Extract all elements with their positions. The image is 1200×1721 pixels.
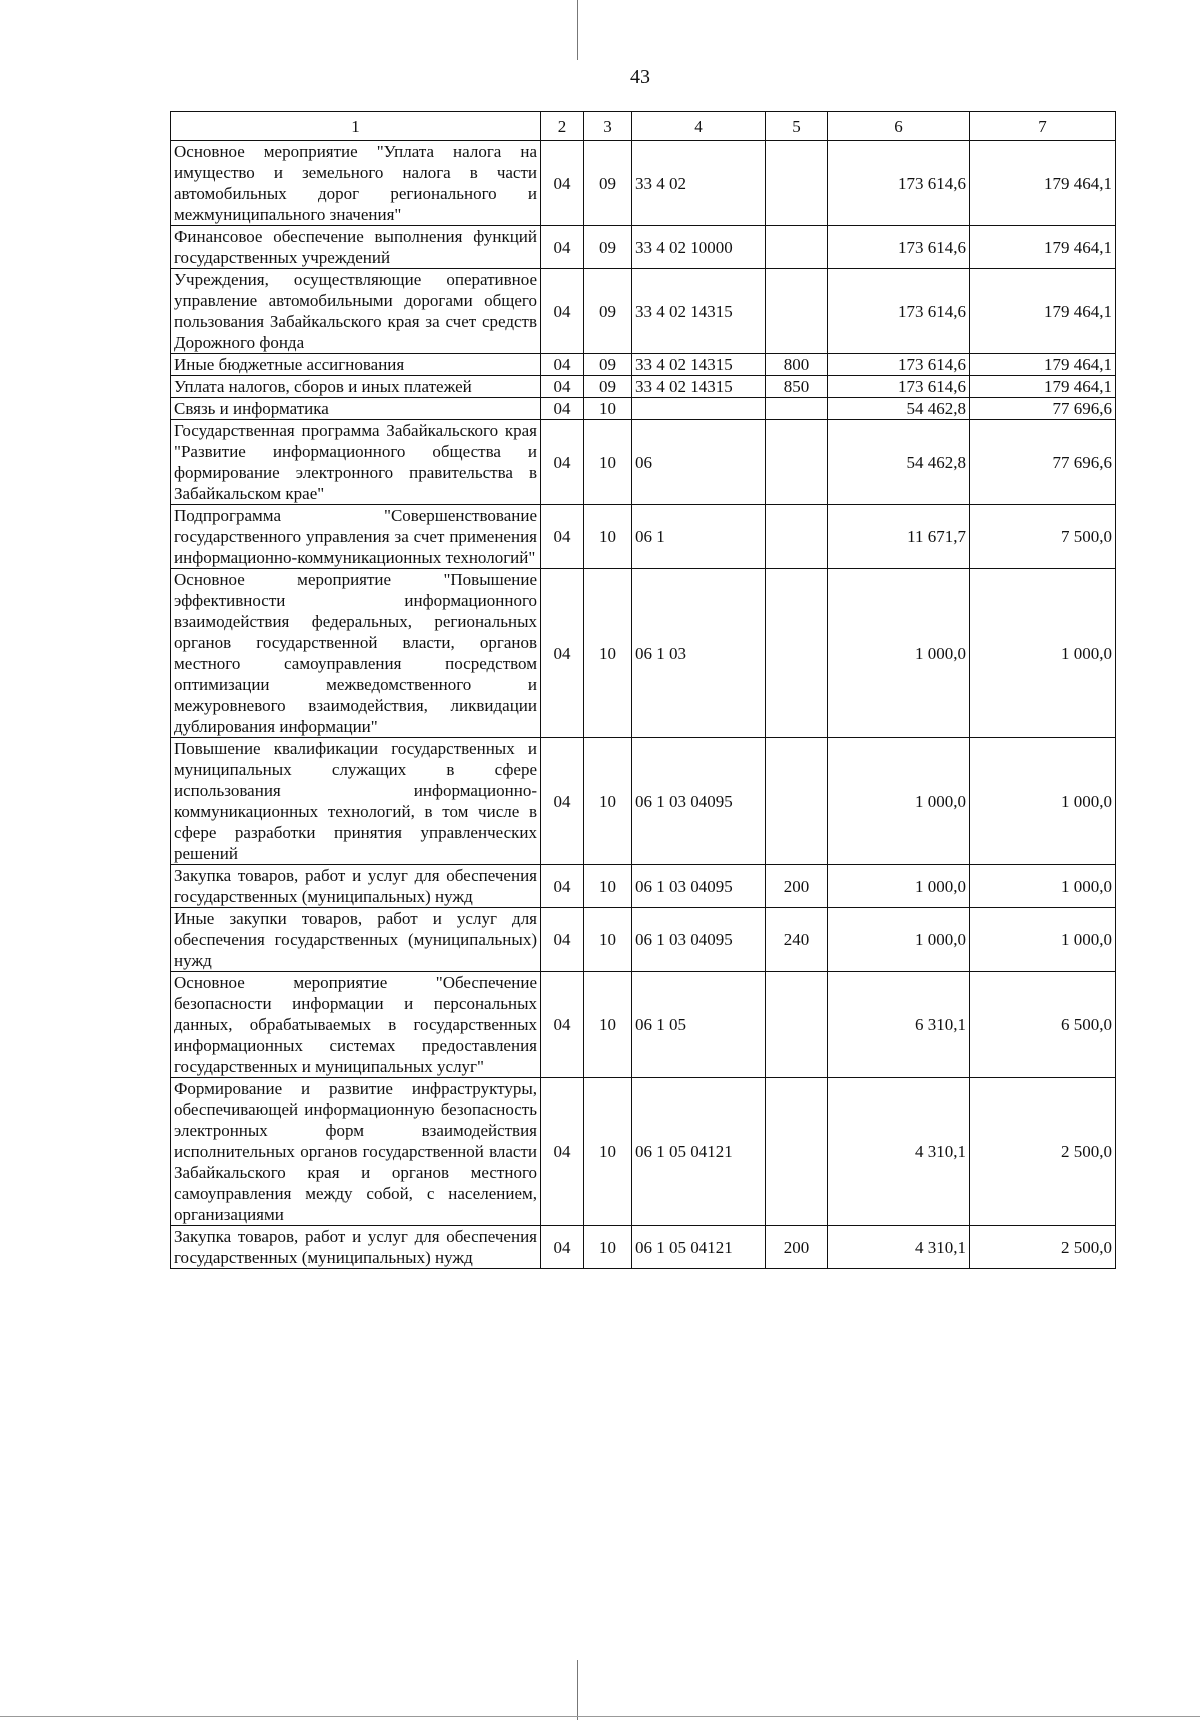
table-row [171, 354, 1116, 376]
row-name: Закупка товаров, работ и услуг для обеспечения государственных (муниципальных) нужд [171, 865, 541, 908]
row-name: Формирование и развитие инфраструктуры, обеспечивающей информационную безопасность электронных форм взаимодействия исполнительных органов государственной власти Забайкальского края и органов местного самоуправления между собой, с населением, организациями [171, 1078, 541, 1226]
row-amount-col6: 173 614,6 [828, 141, 970, 226]
row-expense-type [766, 738, 828, 865]
row-target-code: 06 1 05 04121 [632, 1078, 766, 1226]
row-subsection: 10 [584, 1078, 632, 1226]
row-section: 04 [541, 738, 584, 865]
column-header: 2 [541, 112, 584, 141]
row-section: 04 [541, 569, 584, 738]
row-amount-col6: 54 462,8 [828, 420, 970, 505]
page-number: 43 [630, 66, 650, 88]
table-row [171, 420, 1116, 505]
row-amount-col6: 11 671,7 [828, 505, 970, 569]
row-target-code: 06 1 [632, 505, 766, 569]
row-name: Связь и информатика [171, 398, 541, 420]
row-target-code: 33 4 02 14315 [632, 376, 766, 398]
row-subsection: 10 [584, 420, 632, 505]
row-name: Уплата налогов, сборов и иных платежей [171, 376, 541, 398]
row-section: 04 [541, 1078, 584, 1226]
row-name: Финансовое обеспечение выполнения функций государственных учреждений [171, 226, 541, 269]
row-section: 04 [541, 972, 584, 1078]
row-expense-type [766, 972, 828, 1078]
row-section: 04 [541, 1226, 584, 1269]
row-amount-col7: 77 696,6 [970, 420, 1116, 505]
budget-table [170, 111, 1116, 1269]
row-amount-col6: 173 614,6 [828, 354, 970, 376]
row-expense-type [766, 226, 828, 269]
table-row [171, 398, 1116, 420]
row-target-code: 06 1 03 [632, 569, 766, 738]
row-target-code: 06 1 03 04095 [632, 738, 766, 865]
row-subsection: 10 [584, 505, 632, 569]
row-section: 04 [541, 376, 584, 398]
row-section: 04 [541, 420, 584, 505]
row-subsection: 10 [584, 908, 632, 972]
scan-artifact-line [577, 1660, 578, 1720]
row-target-code: 06 1 05 [632, 972, 766, 1078]
row-section: 04 [541, 269, 584, 354]
table-row [171, 972, 1116, 1078]
row-name: Государственная программа Забайкальского края "Развитие информационного общества и формирование электронного правительства в Забайкальском крае" [171, 420, 541, 505]
row-amount-col7: 179 464,1 [970, 226, 1116, 269]
table-row [171, 269, 1116, 354]
row-subsection: 10 [584, 972, 632, 1078]
table-row [171, 141, 1116, 226]
row-target-code: 06 1 03 04095 [632, 865, 766, 908]
header-row [171, 112, 1116, 141]
row-amount-col6: 1 000,0 [828, 908, 970, 972]
table-row [171, 908, 1116, 972]
table-row [171, 505, 1116, 569]
row-section: 04 [541, 398, 584, 420]
table-row [171, 738, 1116, 865]
row-subsection: 09 [584, 354, 632, 376]
row-section: 04 [541, 226, 584, 269]
row-expense-type: 200 [766, 865, 828, 908]
row-target-code [632, 398, 766, 420]
row-subsection: 09 [584, 269, 632, 354]
row-amount-col6: 4 310,1 [828, 1078, 970, 1226]
row-amount-col7: 179 464,1 [970, 354, 1116, 376]
table-body [171, 141, 1116, 1269]
row-name: Основное мероприятие "Уплата налога на имущество и земельного налога в части автомобильных дорог регионального и межмуниципального значения" [171, 141, 541, 226]
row-expense-type [766, 1078, 828, 1226]
row-amount-col7: 179 464,1 [970, 376, 1116, 398]
row-target-code: 06 1 03 04095 [632, 908, 766, 972]
row-name: Учреждения, осуществляющие оперативное управление автомобильными дорогами общего пользования Забайкальского края за счет средств Дорожного фонда [171, 269, 541, 354]
row-target-code: 33 4 02 [632, 141, 766, 226]
row-amount-col6: 6 310,1 [828, 972, 970, 1078]
row-name: Иные закупки товаров, работ и услуг для обеспечения государственных (муниципальных) нужд [171, 908, 541, 972]
scan-artifact-line [0, 1716, 1200, 1717]
row-amount-col6: 54 462,8 [828, 398, 970, 420]
row-name: Повышение квалификации государственных и муниципальных служащих в сфере использования информационно-коммуникационных технологий, в том числе в сфере разработки принятия управленческих решений [171, 738, 541, 865]
row-expense-type: 850 [766, 376, 828, 398]
row-amount-col7: 1 000,0 [970, 569, 1116, 738]
table-row [171, 226, 1116, 269]
row-section: 04 [541, 908, 584, 972]
row-expense-type: 240 [766, 908, 828, 972]
row-name: Иные бюджетные ассигнования [171, 354, 541, 376]
row-amount-col6: 4 310,1 [828, 1226, 970, 1269]
row-target-code: 33 4 02 10000 [632, 226, 766, 269]
row-subsection: 10 [584, 569, 632, 738]
row-expense-type: 200 [766, 1226, 828, 1269]
row-amount-col6: 1 000,0 [828, 865, 970, 908]
row-subsection: 10 [584, 1226, 632, 1269]
table-header [171, 112, 1116, 141]
table-row [171, 865, 1116, 908]
row-amount-col7: 6 500,0 [970, 972, 1116, 1078]
row-subsection: 10 [584, 398, 632, 420]
row-target-code: 33 4 02 14315 [632, 354, 766, 376]
row-subsection: 10 [584, 738, 632, 865]
column-header: 4 [632, 112, 766, 141]
row-name: Основное мероприятие "Повышение эффективности информационного взаимодействия федеральных, региональных органов государственной власти, органов местного самоуправления посредством оптимизации межведомственного и межуровневого взаимодействия, ликвидации дублирования информации" [171, 569, 541, 738]
row-amount-col7: 7 500,0 [970, 505, 1116, 569]
row-amount-col7: 1 000,0 [970, 738, 1116, 865]
row-subsection: 09 [584, 226, 632, 269]
row-amount-col6: 1 000,0 [828, 738, 970, 865]
row-name: Основное мероприятие "Обеспечение безопасности информации и персональных данных, обрабатываемых в государственных информационных системах предоставления государственных и муниципальных услуг" [171, 972, 541, 1078]
row-amount-col7: 1 000,0 [970, 865, 1116, 908]
row-name: Подпрограмма "Совершенствование государственного управления за счет применения информационно-коммуникационных технологий" [171, 505, 541, 569]
row-amount-col7: 179 464,1 [970, 141, 1116, 226]
row-amount-col7: 2 500,0 [970, 1226, 1116, 1269]
scan-artifact-line [577, 0, 578, 60]
row-expense-type [766, 420, 828, 505]
row-subsection: 10 [584, 865, 632, 908]
row-section: 04 [541, 354, 584, 376]
row-expense-type [766, 269, 828, 354]
row-amount-col7: 2 500,0 [970, 1078, 1116, 1226]
row-section: 04 [541, 141, 584, 226]
row-amount-col6: 173 614,6 [828, 226, 970, 269]
table-row [171, 1078, 1116, 1226]
table-row [171, 569, 1116, 738]
column-header: 1 [171, 112, 541, 141]
table-row [171, 376, 1116, 398]
column-header: 5 [766, 112, 828, 141]
row-amount-col6: 173 614,6 [828, 269, 970, 354]
row-expense-type [766, 569, 828, 738]
row-target-code: 06 1 05 04121 [632, 1226, 766, 1269]
row-expense-type [766, 505, 828, 569]
row-amount-col7: 77 696,6 [970, 398, 1116, 420]
column-header: 7 [970, 112, 1116, 141]
row-amount-col7: 179 464,1 [970, 269, 1116, 354]
row-amount-col7: 1 000,0 [970, 908, 1116, 972]
row-target-code: 06 [632, 420, 766, 505]
row-section: 04 [541, 865, 584, 908]
row-expense-type: 800 [766, 354, 828, 376]
row-subsection: 09 [584, 141, 632, 226]
row-expense-type [766, 398, 828, 420]
table-row [171, 1226, 1116, 1269]
column-header: 3 [584, 112, 632, 141]
row-amount-col6: 1 000,0 [828, 569, 970, 738]
row-section: 04 [541, 505, 584, 569]
row-expense-type [766, 141, 828, 226]
row-amount-col6: 173 614,6 [828, 376, 970, 398]
column-header: 6 [828, 112, 970, 141]
row-subsection: 09 [584, 376, 632, 398]
row-name: Закупка товаров, работ и услуг для обеспечения государственных (муниципальных) нужд [171, 1226, 541, 1269]
row-target-code: 33 4 02 14315 [632, 269, 766, 354]
